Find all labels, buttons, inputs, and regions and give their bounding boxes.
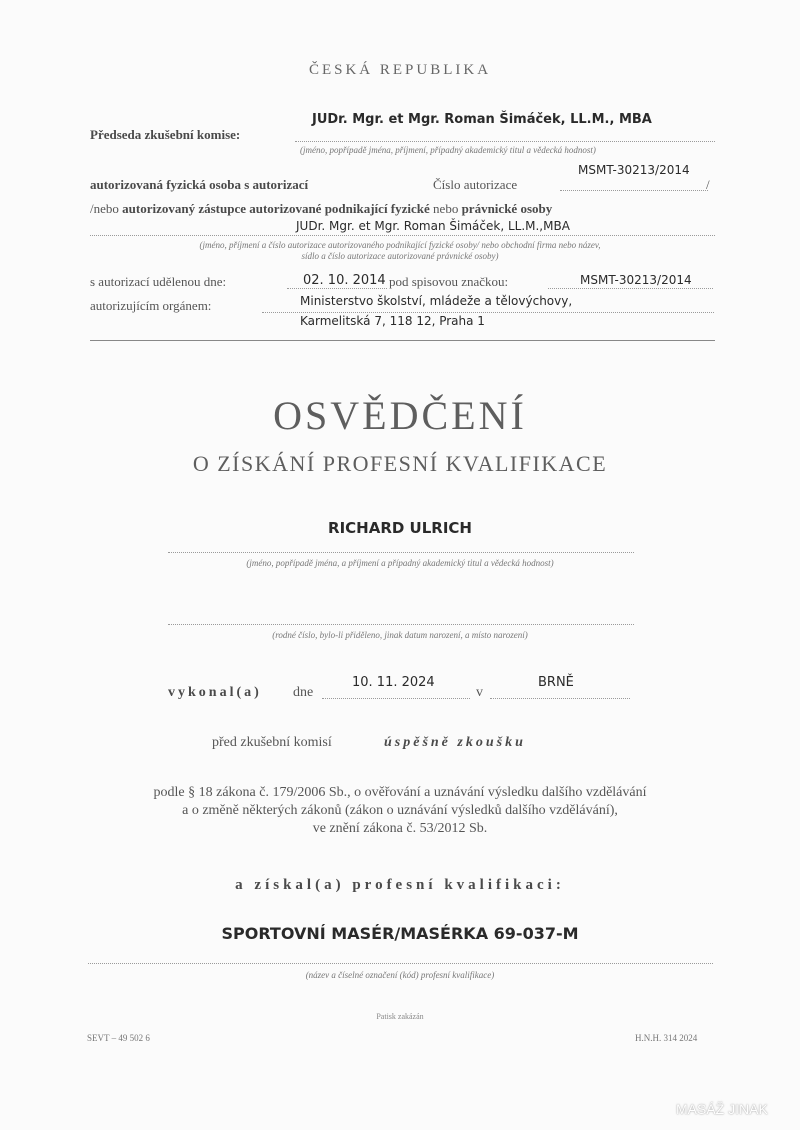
granted-date-line <box>287 288 387 289</box>
qualification-line <box>88 963 713 964</box>
file-label: pod spisovou značkou: <box>389 274 509 289</box>
authority-line2: Karmelitská 7, 118 12, Praha 1 <box>300 314 485 328</box>
committee-text: před zkušební komisí <box>212 735 332 750</box>
rep-dotted-line <box>90 235 715 236</box>
qualification-note: (název a číselné označení (kód) profesní kvalifikace) <box>305 970 495 980</box>
auth-person-label: autorizovaná fyzická osoba s autorizací <box>90 177 309 192</box>
qualification-value: SPORTOVNÍ MASÉR/MASÉRKA 69-037-M <box>221 924 579 943</box>
auth-number-label: Číslo autorizace <box>433 177 518 192</box>
header-divider <box>90 340 715 341</box>
birth-note: (rodné číslo, bylo-li přiděleno, jinak datum narození, a místo narození) <box>272 630 528 640</box>
file-number-line <box>548 288 713 289</box>
day-label: dne <box>293 685 314 700</box>
copy-notice: Patisk zakázán <box>376 1012 424 1021</box>
law-line2: a o změně některých zákonů (zákon o uznávání výsledků dalšího vzdělávání), <box>182 803 618 818</box>
auth-number-line <box>560 190 708 191</box>
holder-name: RICHARD ULRICH <box>328 519 472 537</box>
authority-line1: Ministerstvo školství, mládeže a tělovýchovy, <box>300 294 573 308</box>
qualification-heading: a získal(a) profesní kvalifikaci: <box>235 877 565 893</box>
law-line1: podle § 18 zákona č. 179/2006 Sb., o ověřování a uznávání výsledku dalšího vzdělávání <box>153 785 647 800</box>
file-number: MSMT-30213/2014 <box>580 273 692 287</box>
holder-name-line <box>168 552 634 553</box>
country-heading: ČESKÁ REPUBLIKA <box>308 62 492 78</box>
chair-dotted-line <box>295 141 715 142</box>
exam-place: BRNĚ <box>538 675 574 690</box>
print-code: H.N.H. 314 2024 <box>635 1033 698 1043</box>
rep-or: nebo <box>433 201 459 216</box>
chair-note: (jméno, popřípadě jména, příjmení, případný akademický titul a vědecká hodnost) <box>300 145 596 155</box>
form-code: SEVT – 49 502 6 <box>87 1033 150 1043</box>
rep-note-line2: sídlo a číslo autorizace autorizované právnické osoby) <box>301 251 499 261</box>
certificate-title: OSVĚDČENÍ <box>273 393 527 438</box>
exam-place-line <box>490 698 630 699</box>
exam-date-line <box>322 698 470 699</box>
watermark: MASÁŽ JINAK <box>676 1101 768 1117</box>
granted-label: s autorizací udělenou dne: <box>90 274 227 289</box>
rep-legal: právnické osoby <box>461 201 553 216</box>
performed-label: vykonal(a) <box>168 685 262 700</box>
law-line3: ve znění zákona č. 53/2012 Sb. <box>312 821 488 836</box>
rep-prefix: /nebo <box>90 201 119 216</box>
authority-line1-dots <box>262 312 714 313</box>
granted-date: 02. 10. 2014 <box>303 273 386 288</box>
representative-row <box>90 201 552 217</box>
birth-line <box>168 624 634 625</box>
certificate-subtitle: O ZÍSKÁNÍ PROFESNÍ KVALIFIKACE <box>192 451 608 476</box>
success-text: úspěšně zkoušku <box>384 735 526 750</box>
holder-name-note: (jméno, popřípadě jména, a příjmení a případný akademický titul a vědecká hodnost) <box>246 558 554 568</box>
chair-name: JUDr. Mgr. et Mgr. Roman Šimáček, LL.M., MBA <box>312 112 652 127</box>
rep-name: JUDr. Mgr. et Mgr. Roman Šimáček, LL.M.,MBA <box>296 219 570 233</box>
authority-label: autorizujícím orgánem: <box>90 298 212 313</box>
chair-label: Předseda zkušební komise: <box>90 127 241 142</box>
exam-date: 10. 11. 2024 <box>352 675 435 690</box>
rep-note-line1: (jméno, příjmení a číslo autorizace autorizovaného podnikající fyzické osoby/ nebo obchodní firma nebo název, <box>199 240 601 250</box>
in-label: v <box>476 685 483 700</box>
auth-number: MSMT-30213/2014 <box>578 163 690 177</box>
auth-slash: / <box>706 177 710 192</box>
rep-label: autorizovaný zástupce autorizované podnikající fyzické <box>122 201 430 216</box>
